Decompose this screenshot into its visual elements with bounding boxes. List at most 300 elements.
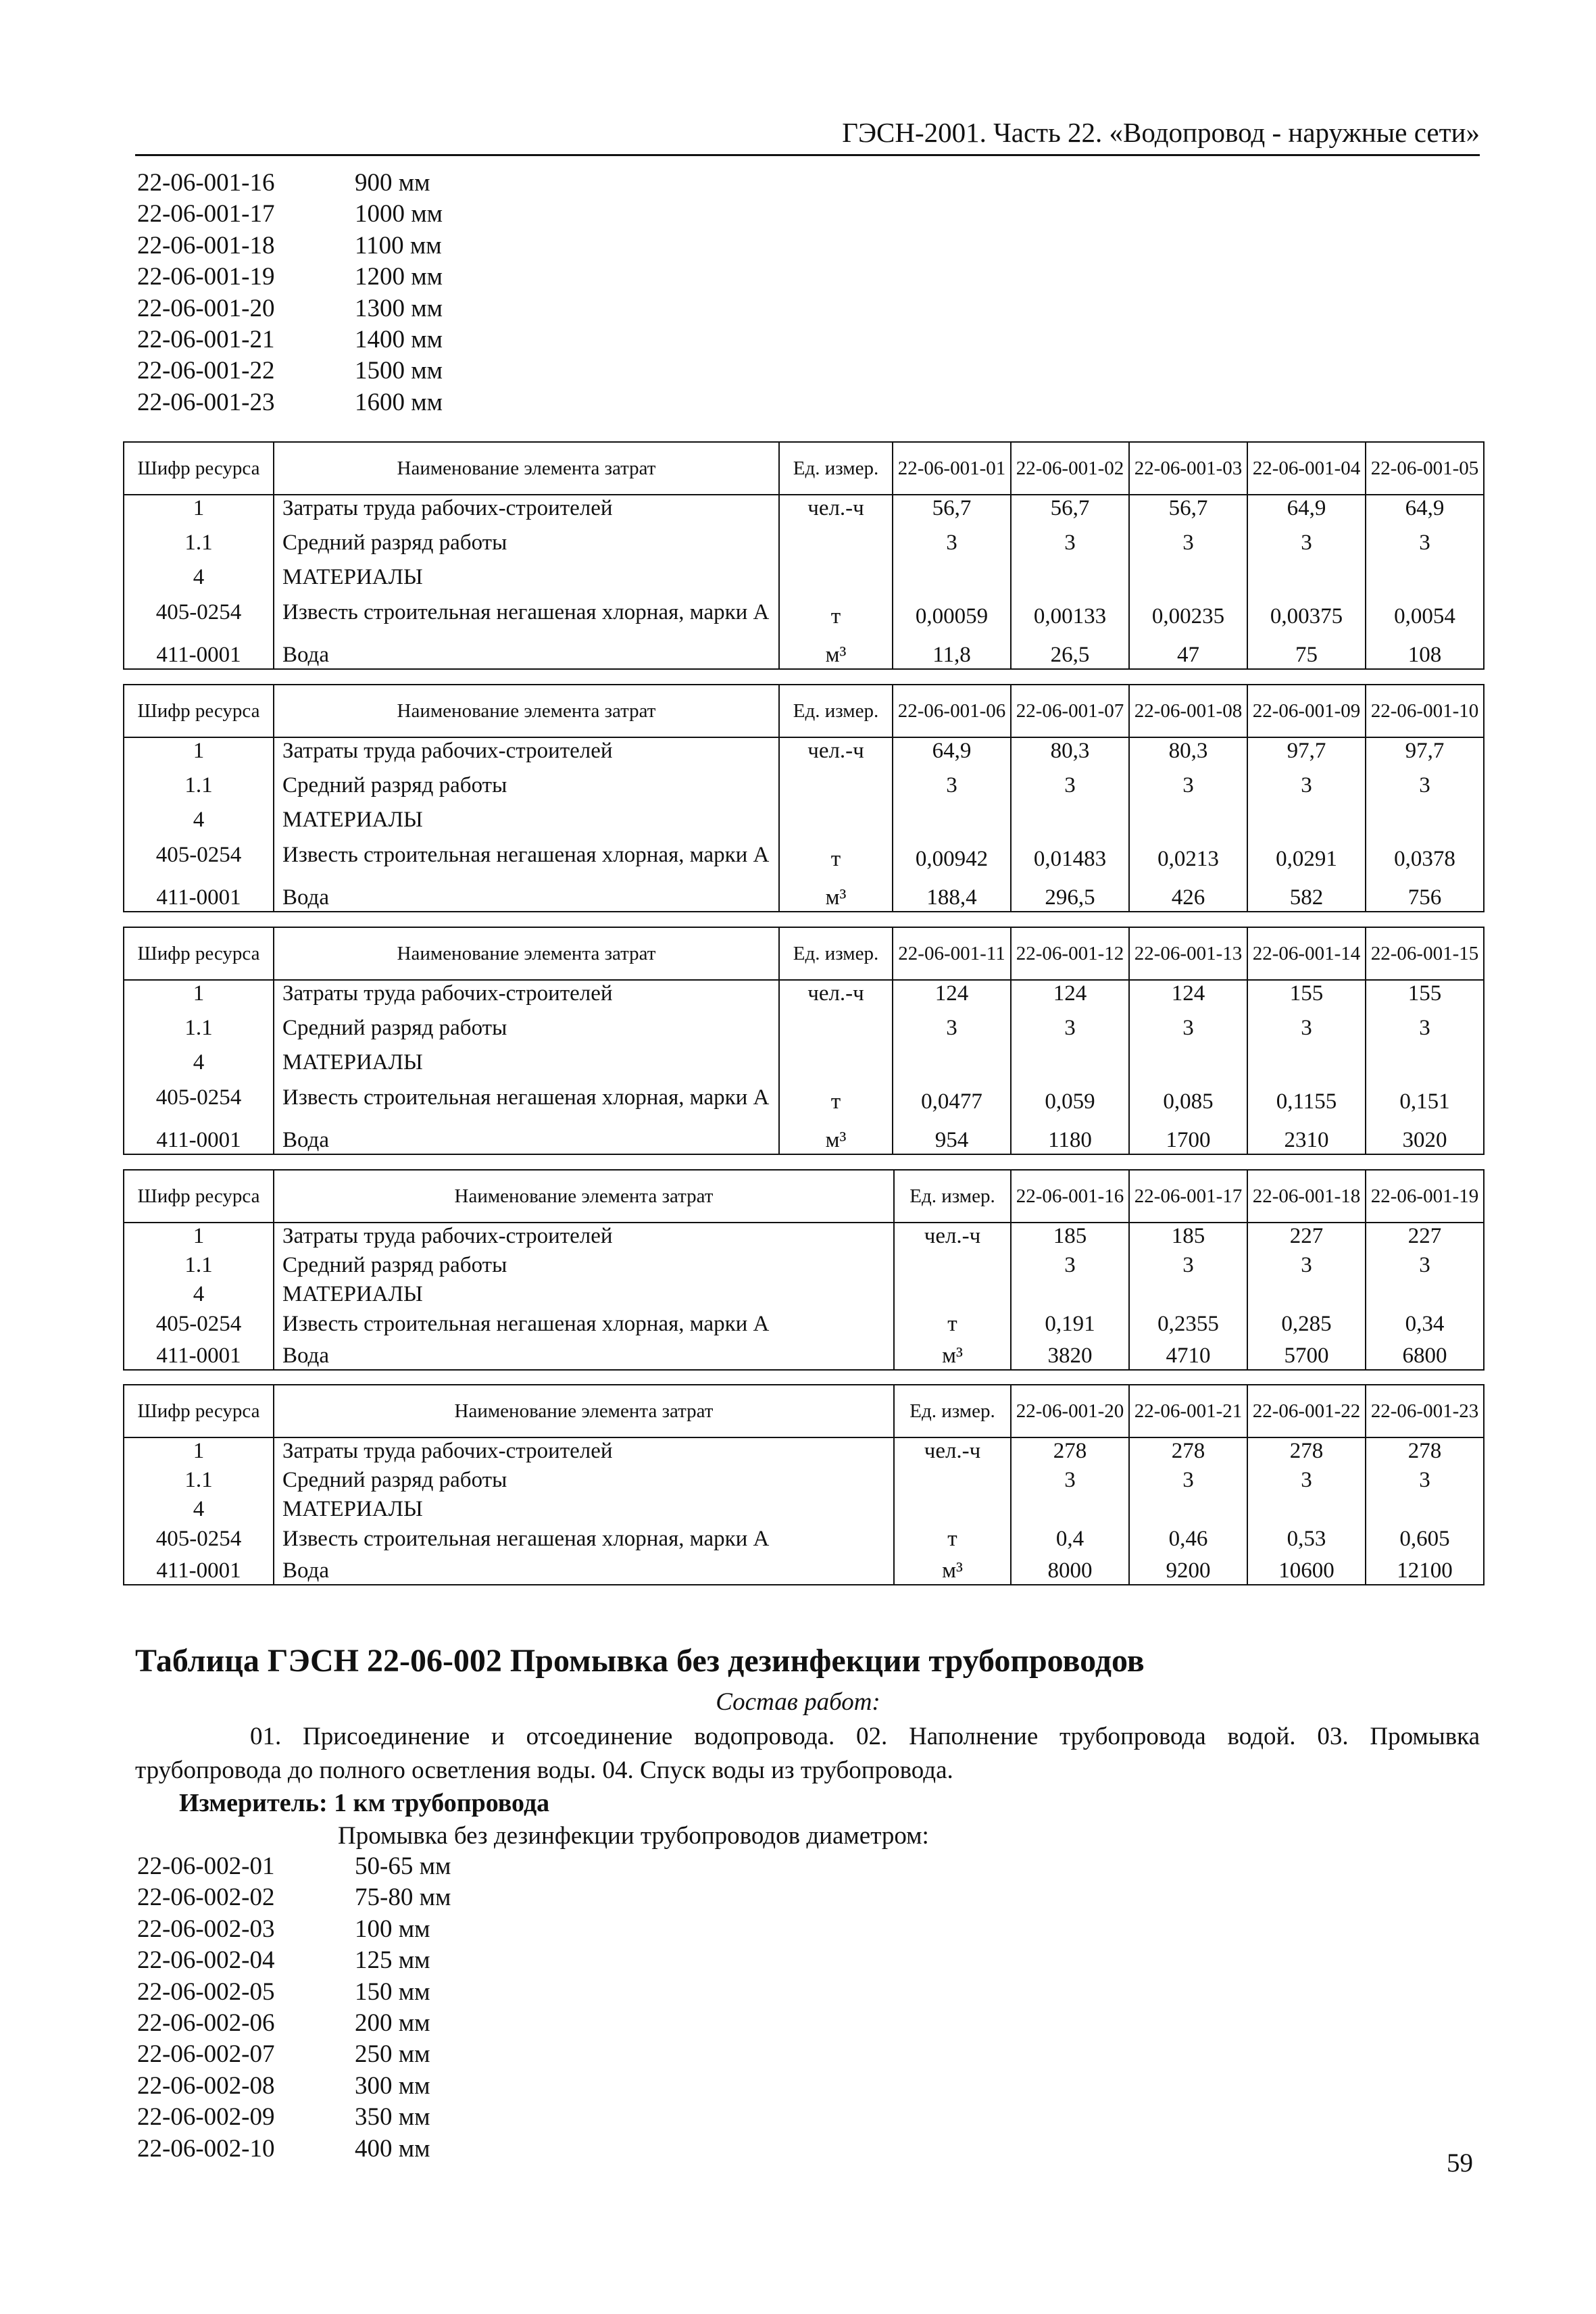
header-norm-code: 22-06-001-01: [893, 442, 1011, 495]
materials-row: [124, 1281, 1484, 1310]
row-cost-element: Затраты труда рабочих-строителей: [274, 980, 779, 1015]
row-cost-element: Средний разряд работы: [274, 1015, 779, 1050]
row-value: 9200: [1129, 1555, 1247, 1585]
row-value: [1011, 1050, 1129, 1084]
row-value: 108: [1366, 634, 1484, 669]
code-list-item: [137, 2071, 451, 2102]
row-resource-code: 405-0254: [124, 599, 274, 634]
materials-row: [124, 807, 1484, 841]
row-value: 3: [1366, 1467, 1484, 1496]
resource-table: [123, 927, 1485, 1155]
row-value: 3: [1011, 1015, 1129, 1050]
row-value: 3: [1247, 1252, 1366, 1281]
row-resource-code: 1: [124, 1223, 274, 1252]
resource-code: 22-06-001-23: [137, 388, 275, 416]
pipe-diameter: 400 мм: [355, 2134, 430, 2163]
row-value: [1247, 1281, 1366, 1310]
row-value: 0,01483: [1011, 842, 1129, 877]
lime-row: [124, 1085, 1484, 1119]
pipe-diameter: 1200 мм: [355, 263, 443, 291]
code-list-item: [137, 293, 443, 324]
composition-text: 01. Присоединение и отсоединение водопровода. 02. Наполнение трубопровода водой. 03. Промывка трубопровода до полного осветления воды. 04. Спуск воды из трубопровода.: [135, 1723, 1480, 1784]
header-norm-code: 22-06-001-11: [893, 927, 1011, 980]
header-resource-code: Шифр ресурса: [124, 1170, 274, 1223]
resource-code: 22-06-001-17: [137, 200, 275, 228]
row-value: 3: [1011, 1252, 1129, 1281]
row-resource-code: 1: [124, 737, 274, 772]
row-cost-element: МАТЕРИАЛЫ: [274, 1050, 779, 1084]
row-value: 3: [1366, 772, 1484, 807]
code-list-item: [137, 2008, 451, 2039]
row-cost-element: МАТЕРИАЛЫ: [274, 1496, 894, 1525]
row-value: 3: [1247, 772, 1366, 807]
row-value: 56,7: [1129, 495, 1247, 530]
row-value: 227: [1247, 1223, 1366, 1252]
row-resource-code: 4: [124, 1496, 274, 1525]
row-unit: т: [779, 842, 893, 877]
code-list-item: [137, 168, 443, 199]
row-value: 0,34: [1366, 1311, 1484, 1340]
row-resource-code: 4: [124, 1281, 274, 1310]
row-value: [1247, 1496, 1366, 1525]
row-value: [1011, 1281, 1129, 1310]
header-norm-code: 22-06-001-03: [1129, 442, 1247, 495]
row-value: 0,1155: [1247, 1085, 1366, 1119]
row-resource-code: 405-0254: [124, 1311, 274, 1340]
row-value: 1180: [1011, 1119, 1129, 1154]
lime-row: [124, 1311, 1484, 1340]
water-row: [124, 877, 1484, 912]
row-value: 4710: [1129, 1340, 1247, 1370]
row-value: [1129, 1050, 1247, 1084]
row-cost-element: Средний разряд работы: [274, 1467, 894, 1496]
row-cost-element: Затраты труда рабочих-строителей: [274, 1437, 894, 1467]
resource-table: [123, 441, 1485, 670]
water-row: [124, 1119, 1484, 1154]
row-value: [1129, 807, 1247, 841]
row-value: 3820: [1011, 1340, 1129, 1370]
row-cost-element: Средний разряд работы: [274, 772, 779, 807]
row-unit: м³: [779, 634, 893, 669]
resource-code: 22-06-001-20: [137, 294, 275, 322]
header-resource-code: Шифр ресурса: [124, 685, 274, 737]
row-value: 0,059: [1011, 1085, 1129, 1119]
labor-row: [124, 980, 1484, 1015]
row-value: 0,0291: [1247, 842, 1366, 877]
section-code-list: [137, 1851, 451, 2165]
row-value: [1366, 1281, 1484, 1310]
row-cost-element: Известь строительная негашеная хлорная, марки А: [274, 842, 779, 877]
row-resource-code: 4: [124, 807, 274, 841]
resource-code: 22-06-001-22: [137, 357, 275, 385]
resource-table: [123, 1169, 1485, 1371]
row-unit: м³: [779, 877, 893, 912]
row-unit: чел.-ч: [779, 980, 893, 1015]
header-title: ГЭСН-2001. Часть 22. «Водопровод - наружные сети»: [842, 117, 1480, 148]
pipe-diameter: 150 мм: [355, 1977, 430, 2006]
pipe-diameter: 1000 мм: [355, 200, 443, 228]
code-list-item: [137, 2039, 451, 2070]
grade-row: [124, 1252, 1484, 1281]
row-cost-element: МАТЕРИАЛЫ: [274, 1281, 894, 1310]
resource-code: 22-06-001-21: [137, 325, 275, 353]
code-list-item: [137, 387, 443, 418]
row-value: [1247, 807, 1366, 841]
header-cost-element: Наименование элемента затрат: [274, 685, 779, 737]
row-value: 3: [1129, 530, 1247, 564]
row-value: 3: [1011, 530, 1129, 564]
row-value: 80,3: [1129, 737, 1247, 772]
resource-code: 22-06-002-08: [137, 2071, 275, 2100]
row-value: 124: [1011, 980, 1129, 1015]
row-cost-element: Средний разряд работы: [274, 530, 779, 564]
row-resource-code: 405-0254: [124, 1526, 274, 1555]
water-row: [124, 634, 1484, 669]
row-value: 64,9: [1366, 495, 1484, 530]
row-unit: т: [779, 1085, 893, 1119]
row-unit: [779, 1050, 893, 1084]
row-unit: м³: [894, 1555, 1011, 1585]
row-cost-element: МАТЕРИАЛЫ: [274, 564, 779, 599]
row-value: 278: [1129, 1437, 1247, 1467]
row-value: 80,3: [1011, 737, 1129, 772]
lime-row: [124, 842, 1484, 877]
header-unit: Ед. измер.: [779, 927, 893, 980]
page-header: [135, 114, 1480, 156]
header-norm-code: 22-06-001-07: [1011, 685, 1129, 737]
section-title: Таблица ГЭСН 22-06-002 Промывка без дезинфекции трубопроводов: [135, 1643, 1145, 1679]
row-value: 10600: [1247, 1555, 1366, 1585]
row-value: [893, 1050, 1011, 1084]
header-cost-element: Наименование элемента затрат: [274, 1385, 894, 1437]
row-unit: [779, 1015, 893, 1050]
code-list-item: [137, 262, 443, 293]
row-value: [1366, 564, 1484, 599]
row-value: 278: [1011, 1437, 1129, 1467]
row-value: 954: [893, 1119, 1011, 1154]
header-norm-code: 22-06-001-05: [1366, 442, 1484, 495]
row-value: 0,085: [1129, 1085, 1247, 1119]
header-cost-element: Наименование элемента затрат: [274, 1170, 894, 1223]
header-norm-code: 22-06-001-20: [1011, 1385, 1129, 1437]
row-unit: чел.-ч: [779, 495, 893, 530]
row-value: [1129, 1281, 1247, 1310]
row-value: 3: [1247, 1015, 1366, 1050]
row-cost-element: Вода: [274, 1555, 894, 1585]
header-unit: Ед. измер.: [894, 1170, 1011, 1223]
header-unit: Ед. измер.: [894, 1385, 1011, 1437]
row-cost-element: Известь строительная негашеная хлорная, марки А: [274, 1311, 894, 1340]
measure-unit: Измеритель: 1 км трубопровода: [179, 1789, 550, 1817]
pipe-diameter: 1300 мм: [355, 294, 443, 322]
row-unit: [779, 564, 893, 599]
row-value: 8000: [1011, 1555, 1129, 1585]
row-value: 47: [1129, 634, 1247, 669]
row-unit: [894, 1467, 1011, 1496]
row-value: 0,0378: [1366, 842, 1484, 877]
row-resource-code: 1: [124, 495, 274, 530]
row-unit: т: [779, 599, 893, 634]
pipe-diameter: 1100 мм: [355, 231, 442, 260]
row-value: 3: [1129, 772, 1247, 807]
row-unit: [894, 1252, 1011, 1281]
row-value: 64,9: [893, 737, 1011, 772]
row-value: [1247, 564, 1366, 599]
grade-row: [124, 772, 1484, 807]
row-value: [1366, 1496, 1484, 1525]
row-value: 278: [1366, 1437, 1484, 1467]
header-resource-code: Шифр ресурса: [124, 442, 274, 495]
row-value: 0,285: [1247, 1311, 1366, 1340]
resource-code: 22-06-002-04: [137, 1946, 275, 1975]
row-value: 0,00235: [1129, 599, 1247, 634]
composition-label: Состав работ:: [716, 1688, 880, 1716]
code-list-item: [137, 324, 443, 355]
row-value: 296,5: [1011, 877, 1129, 912]
header-cost-element: Наименование элемента затрат: [274, 442, 779, 495]
row-value: 6800: [1366, 1340, 1484, 1370]
row-value: 3: [893, 530, 1011, 564]
row-unit: [894, 1496, 1011, 1525]
row-value: 3: [1247, 530, 1366, 564]
resource-code: 22-06-001-19: [137, 263, 275, 291]
pipe-diameter: 350 мм: [355, 2103, 430, 2132]
row-value: 3: [1247, 1467, 1366, 1496]
pipe-diameter: 125 мм: [355, 1946, 430, 1975]
row-unit: м³: [894, 1340, 1011, 1370]
header-norm-code: 22-06-001-06: [893, 685, 1011, 737]
row-value: 97,7: [1366, 737, 1484, 772]
row-value: [1366, 807, 1484, 841]
materials-row: [124, 564, 1484, 599]
resource-code: 22-06-002-09: [137, 2103, 275, 2132]
header-norm-code: 22-06-001-21: [1129, 1385, 1247, 1437]
row-cost-element: Известь строительная негашеная хлорная, марки А: [274, 1085, 779, 1119]
resource-table: [123, 684, 1485, 912]
row-cost-element: Затраты труда рабочих-строителей: [274, 737, 779, 772]
code-list-item: [137, 1882, 451, 1913]
row-value: [1129, 1496, 1247, 1525]
row-value: 756: [1366, 877, 1484, 912]
row-value: 124: [893, 980, 1011, 1015]
row-value: [1011, 807, 1129, 841]
row-resource-code: 4: [124, 1050, 274, 1084]
row-unit: [779, 807, 893, 841]
row-value: [1366, 1050, 1484, 1084]
row-unit: [779, 772, 893, 807]
row-value: 12100: [1366, 1555, 1484, 1585]
header-resource-code: Шифр ресурса: [124, 1385, 274, 1437]
diameter-intro: Промывка без дезинфекции трубопроводов диаметром:: [338, 1822, 929, 1850]
row-value: 3020: [1366, 1119, 1484, 1154]
row-value: 0,191: [1011, 1311, 1129, 1340]
resource-table: [123, 1384, 1485, 1585]
row-value: [1247, 1050, 1366, 1084]
header-unit: Ед. измер.: [779, 442, 893, 495]
water-row: [124, 1555, 1484, 1585]
header-norm-code: 22-06-001-10: [1366, 685, 1484, 737]
labor-row: [124, 495, 1484, 530]
row-resource-code: 1.1: [124, 1467, 274, 1496]
resource-code: 22-06-002-02: [137, 1884, 275, 1912]
row-value: 2310: [1247, 1119, 1366, 1154]
row-unit: т: [894, 1311, 1011, 1340]
code-list-item: [137, 1851, 451, 1882]
header-norm-code: 22-06-001-04: [1247, 442, 1366, 495]
row-resource-code: 411-0001: [124, 877, 274, 912]
row-value: 11,8: [893, 634, 1011, 669]
header-norm-code: 22-06-001-23: [1366, 1385, 1484, 1437]
top-code-list: [137, 168, 443, 418]
row-value: 0,00375: [1247, 599, 1366, 634]
row-value: 75: [1247, 634, 1366, 669]
pipe-diameter: 300 мм: [355, 2071, 430, 2100]
row-value: 0,0054: [1366, 599, 1484, 634]
labor-row: [124, 1437, 1484, 1467]
grade-row: [124, 1467, 1484, 1496]
code-list-item: [137, 1914, 451, 1945]
row-value: 0,0477: [893, 1085, 1011, 1119]
row-cost-element: Известь строительная негашеная хлорная, марки А: [274, 1526, 894, 1555]
row-value: [1011, 1496, 1129, 1525]
labor-row: [124, 1223, 1484, 1252]
row-resource-code: 1.1: [124, 530, 274, 564]
row-value: 3: [1011, 772, 1129, 807]
header-norm-code: 22-06-001-08: [1129, 685, 1247, 737]
row-resource-code: 1.1: [124, 1252, 274, 1281]
row-resource-code: 411-0001: [124, 1119, 274, 1154]
water-row: [124, 1340, 1484, 1370]
code-list-item: [137, 355, 443, 387]
row-value: 3: [1366, 530, 1484, 564]
resource-code: 22-06-002-03: [137, 1915, 275, 1943]
row-unit: чел.-ч: [894, 1223, 1011, 1252]
row-cost-element: Средний разряд работы: [274, 1252, 894, 1281]
row-value: 3: [1011, 1467, 1129, 1496]
row-cost-element: Вода: [274, 877, 779, 912]
row-value: 188,4: [893, 877, 1011, 912]
row-cost-element: Вода: [274, 1119, 779, 1154]
header-norm-code: 22-06-001-22: [1247, 1385, 1366, 1437]
header-norm-code: 22-06-001-09: [1247, 685, 1366, 737]
row-resource-code: 411-0001: [124, 634, 274, 669]
row-value: [1129, 564, 1247, 599]
row-value: 3: [893, 1015, 1011, 1050]
row-unit: [894, 1281, 1011, 1310]
row-value: 3: [1129, 1252, 1247, 1281]
materials-row: [124, 1050, 1484, 1084]
row-value: [893, 807, 1011, 841]
header-norm-code: 22-06-001-17: [1129, 1170, 1247, 1223]
pipe-diameter: 100 мм: [355, 1915, 430, 1943]
code-list-item: [137, 230, 443, 262]
pipe-diameter: 75-80 мм: [355, 1884, 451, 1912]
header-norm-code: 22-06-001-02: [1011, 442, 1129, 495]
row-value: 3: [893, 772, 1011, 807]
code-list-item: [137, 199, 443, 230]
row-unit: чел.-ч: [894, 1437, 1011, 1467]
row-value: 56,7: [893, 495, 1011, 530]
row-value: 0,151: [1366, 1085, 1484, 1119]
row-unit: [779, 530, 893, 564]
code-list-item: [137, 1945, 451, 1976]
row-cost-element: Вода: [274, 1340, 894, 1370]
row-value: 0,605: [1366, 1526, 1484, 1555]
row-value: 278: [1247, 1437, 1366, 1467]
header-norm-code: 22-06-001-16: [1011, 1170, 1129, 1223]
row-value: 1700: [1129, 1119, 1247, 1154]
row-value: 0,4: [1011, 1526, 1129, 1555]
header-resource-code: Шифр ресурса: [124, 927, 274, 980]
row-value: 0,46: [1129, 1526, 1247, 1555]
resource-code: 22-06-002-06: [137, 2009, 275, 2037]
lime-row: [124, 599, 1484, 634]
header-norm-code: 22-06-001-18: [1247, 1170, 1366, 1223]
row-value: 0,00942: [893, 842, 1011, 877]
pipe-diameter: 250 мм: [355, 2040, 430, 2069]
pipe-diameter: 1500 мм: [355, 357, 443, 385]
row-resource-code: 405-0254: [124, 842, 274, 877]
row-resource-code: 411-0001: [124, 1340, 274, 1370]
resource-code: 22-06-002-01: [137, 1852, 275, 1880]
row-value: 3: [1366, 1252, 1484, 1281]
header-norm-code: 22-06-001-13: [1129, 927, 1247, 980]
header-norm-code: 22-06-001-14: [1247, 927, 1366, 980]
row-value: 185: [1129, 1223, 1247, 1252]
code-list-item: [137, 2102, 451, 2133]
row-value: [1011, 564, 1129, 599]
header-norm-code: 22-06-001-12: [1011, 927, 1129, 980]
resource-code: 22-06-002-10: [137, 2134, 275, 2163]
grade-row: [124, 1015, 1484, 1050]
row-resource-code: 405-0254: [124, 1085, 274, 1119]
row-unit: т: [894, 1526, 1011, 1555]
row-cost-element: Известь строительная негашеная хлорная, марки А: [274, 599, 779, 634]
row-value: 155: [1366, 980, 1484, 1015]
row-value: 97,7: [1247, 737, 1366, 772]
row-value: 64,9: [1247, 495, 1366, 530]
row-value: 426: [1129, 877, 1247, 912]
code-list-item: [137, 1977, 451, 2008]
row-value: 5700: [1247, 1340, 1366, 1370]
row-value: 185: [1011, 1223, 1129, 1252]
row-value: 3: [1129, 1467, 1247, 1496]
pipe-diameter: 200 мм: [355, 2009, 430, 2037]
pipe-diameter: 900 мм: [355, 169, 430, 197]
row-value: 124: [1129, 980, 1247, 1015]
header-norm-code: 22-06-001-15: [1366, 927, 1484, 980]
pipe-diameter: 50-65 мм: [355, 1852, 451, 1880]
grade-row: [124, 530, 1484, 564]
row-cost-element: Затраты труда рабочих-строителей: [274, 495, 779, 530]
row-value: 227: [1366, 1223, 1484, 1252]
row-resource-code: 411-0001: [124, 1555, 274, 1585]
labor-row: [124, 737, 1484, 772]
materials-row: [124, 1496, 1484, 1525]
header-norm-code: 22-06-001-19: [1366, 1170, 1484, 1223]
row-value: 3: [1129, 1015, 1247, 1050]
row-unit: м³: [779, 1119, 893, 1154]
resource-code: 22-06-001-18: [137, 231, 275, 260]
row-value: 0,2355: [1129, 1311, 1247, 1340]
resource-code: 22-06-002-05: [137, 1977, 275, 2006]
row-unit: чел.-ч: [779, 737, 893, 772]
resource-code: 22-06-001-16: [137, 169, 275, 197]
row-value: 0,0213: [1129, 842, 1247, 877]
row-resource-code: 1.1: [124, 772, 274, 807]
row-cost-element: Затраты труда рабочих-строителей: [274, 1223, 894, 1252]
row-value: 155: [1247, 980, 1366, 1015]
